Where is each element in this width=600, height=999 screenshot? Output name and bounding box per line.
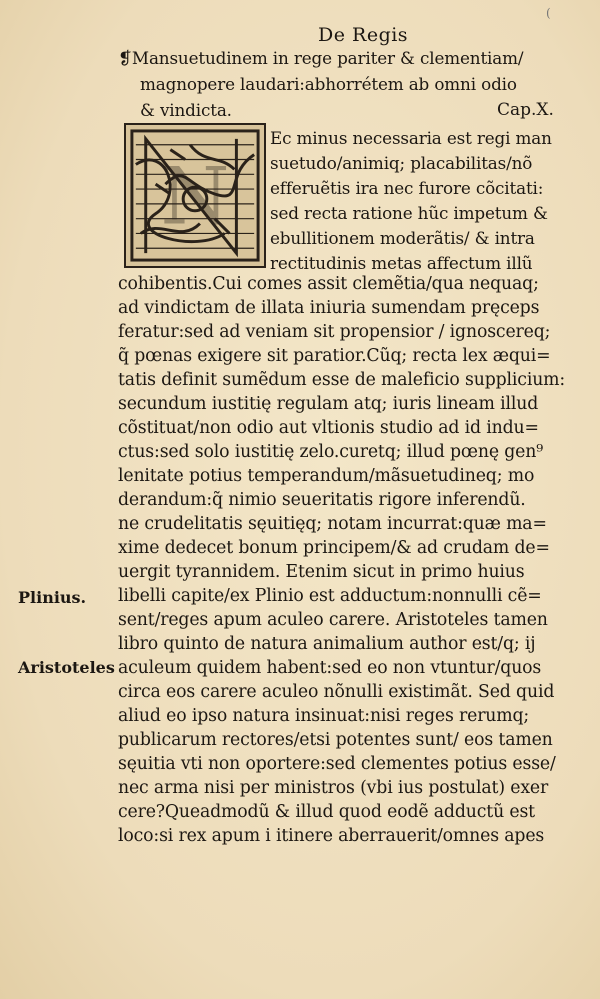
ornament-pattern-icon xyxy=(126,125,264,266)
text-line: feratur:sed ad veniam sit propensior / ignoscereq; xyxy=(118,322,551,342)
text-line: circa eos carere aculeo nõnulli existimãt. Sed quid xyxy=(118,682,555,702)
text-line: tatis definit sumẽdum esse de maleficio supplicium: xyxy=(118,370,566,390)
text-line: suetudo/animiq; placabilitas/nõ xyxy=(270,153,533,173)
text-line: Ec minus necessaria est regi man xyxy=(270,128,552,148)
svg-text:N: N xyxy=(160,150,230,243)
text-line: derandum:q̃ nimio seueritatis rigore inferendũ. xyxy=(118,490,526,510)
text-line: efferuẽtis ira nec furore cõcitati: xyxy=(270,178,544,198)
text-line: ne crudelitatis sęuitięq; notam incurrat:quæ ma= xyxy=(118,514,547,534)
text-line: loco:si rex apum i itinere aberrauerit/omnes apes xyxy=(118,826,545,846)
text-line: sent/reges apum aculeo carere. Aristoteles tamen xyxy=(118,610,548,630)
decorated-initial-n xyxy=(124,123,266,268)
summary-line: magnopere laudari:abhorrétem ab omni odio xyxy=(140,74,517,94)
text-line: rectitudinis metas affectum illũ xyxy=(270,253,533,273)
text-line: cohibentis.Cui comes assit clemẽtia/qua nequaq; xyxy=(118,274,539,294)
text-line: xime dedecet bonum principem/& ad crudam de= xyxy=(118,538,550,558)
text-line: q̃ pœnas exigere sit paratior.Cũq; recta lex æqui= xyxy=(118,346,551,366)
text-line: aculeum quidem habent:sed eo non vtuntur/quos xyxy=(118,658,542,678)
text-line: libelli capite/ex Plinio est adductum:nonnulli cẽ= xyxy=(118,586,542,606)
margin-note-aristoteles: Aristoteles xyxy=(18,658,115,677)
summary-line: ❡Mansuetudinem in rege pariter & clementiam/ xyxy=(118,48,524,68)
text-line: ctus:sed solo iustitię zelo.curetq; illud pœnę gen⁹ xyxy=(118,442,544,462)
text-line: sęuitia vti non oportere:sed clementes potius esse/ xyxy=(118,754,556,774)
corner-mark: ( xyxy=(546,6,551,20)
text-line: uergit tyrannidem. Etenim sicut in primo huius xyxy=(118,562,525,582)
margin-note-plinius: Plinius. xyxy=(18,588,87,607)
text-line: libro quinto de natura animalium author est/q; ij xyxy=(118,634,536,654)
text-line: ad vindictam de illata iniuria sumendam pręceps xyxy=(118,298,540,318)
text-line: cõstituat/non odio aut vltionis studio ad id indu= xyxy=(118,418,539,438)
text-line: nec arma nisi per ministros (vbi ius postulat) exer xyxy=(118,778,549,798)
text-line: sed recta ratione hũc impetum & xyxy=(270,203,548,223)
summary-line: & vindicta. xyxy=(140,100,232,120)
running-head: De Regis xyxy=(318,24,409,46)
text-line: secundum iustitię regulam atq; iuris lineam illud xyxy=(118,394,539,414)
text-line: lenitate potius temperandum/mãsuetudineq; mo xyxy=(118,466,535,486)
text-line: ebullitionem moderãtis/ & intra xyxy=(270,228,535,248)
chapter-number: Cap.X. xyxy=(497,100,554,120)
text-line: aliud eo ipso natura insinuat:nisi reges rerumq; xyxy=(118,706,530,726)
text-line: publicarum rectores/etsi potentes sunt/ eos tamen xyxy=(118,730,553,750)
text-line: cere?Queadmodũ & illud quod eodẽ adductũ est xyxy=(118,802,535,822)
